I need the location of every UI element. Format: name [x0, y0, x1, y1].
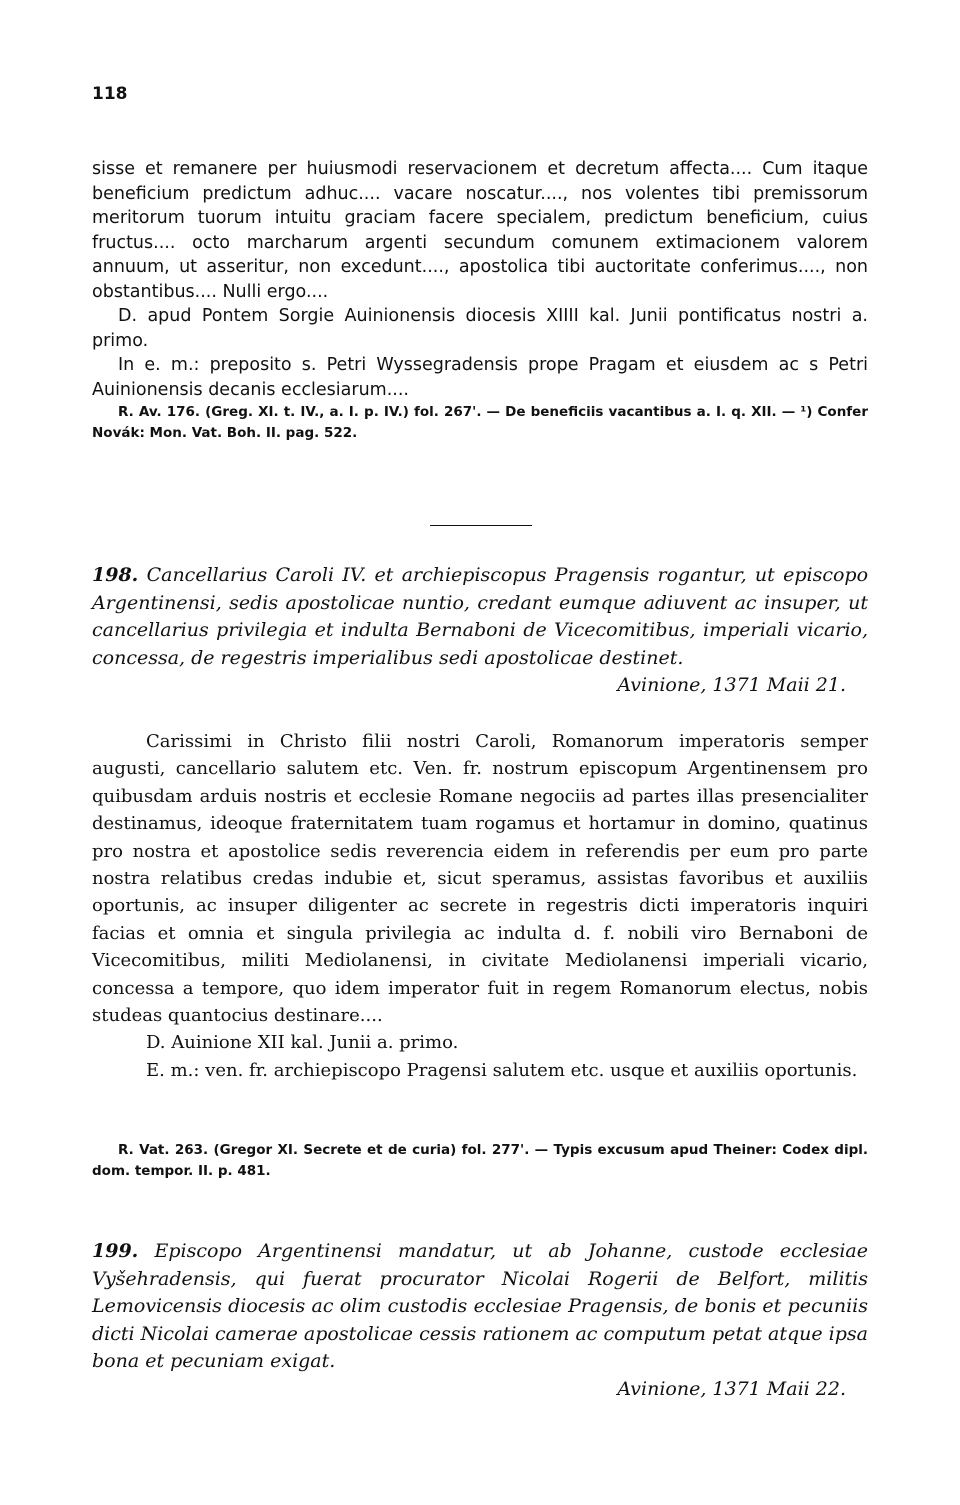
document-199-regest	[92, 1238, 868, 1403]
document-198-note: R. Vat. 263. (Gregor XI. Secrete et de curia) fol. 277'. — Typis excusum apud Theiner: Codex dipl. dom. tempor. II. p. 481.	[92, 1142, 868, 1179]
document-199-place-date: Avinione, 1371 Maii 22.	[617, 1377, 846, 1400]
document-198-regest	[92, 562, 868, 700]
document-199-heading: Episcopo Argentinensi mandatur, ut ab Johanne, custode ecclesiae Vyšehradensis, qui fuerat procurator Nicolai Rogerii de Belfort, militis Lemovicensis diocesis ac olim custodis ecclesiae Pragensis, de bonis et pecuniis dicti Nicolai camerae apostolicae cessis rationem ac computum petat atque ipsa bona et pecuniam exigat.	[92, 1240, 868, 1372]
previous-document-continuation	[92, 157, 868, 444]
document-198-heading: Cancellarius Caroli IV. et archiepiscopus Pragensis rogantur, ut episcopo Argentinensi, sedis apostolicae nuntio, credant eumque adiuvent ac insuper, ut cancellarius privilegia et indulta Bernaboni de Vicecomitibus, imperiali vicario, concessa, de regestris imperialibus sedi apostolicae destinet.	[92, 564, 869, 669]
document-198-text	[92, 728, 868, 1084]
document-198-notes	[92, 1140, 868, 1182]
document-198-body: Carissimi in Christo filii nostri Caroli, Romanorum imperatoris semper augusti, cancellario salutem etc. Ven. fr. nostrum episcopum Argentinensem pro quibusdam arduis nostris et ecclesie Romane negociis ad partes illas presencialiter destinamus, ideoque fraternitatem tuam rogamus et hortamur in domino, quatinus pro nostra et apostolice sedis reverencia eidem in referendis per eum pro parte nostra relatibus credas indubie et, sicut speramus, assistas favoribus et auxiliis oportunis, ac insuper diligenter ac secrete in regestris dicti imperatoris inquiri facias et omnia et singula privilegia ac indulta d. f. nobili viro Bernaboni de Vicecomitibus, militi Mediolanensi, in civitate Mediolanensi imperiali vicario, concessa a tempore, quo idem imperator fuit in regem Romanorum electus, nobis studeas quantocius destinare....	[92, 731, 868, 1027]
previous-document-dating: D. apud Pontem Sorgie Auinionensis diocesis XIIII kal. Junii pontificatus nostri a. primo.	[92, 306, 868, 351]
document-198-address: E. m.: ven. fr. archiepiscopo Pragensi salutem etc. usque et auxiliis oportunis.	[146, 1059, 858, 1081]
section-divider	[430, 525, 532, 526]
previous-document-note: R. Av. 176. (Greg. XI. t. IV., a. I. p. IV.) fol. 267'. — De beneficiis vacantibus a. I. q. XII. — ¹) Confer Novák: Mon. Vat. Boh. II. pag. 522.	[92, 404, 868, 441]
document-198-number: 198.	[92, 564, 139, 586]
document-198-place-date: Avinione, 1371 Maii 21.	[617, 674, 846, 696]
document-198-dating: D. Auinione XII kal. Junii a. primo.	[146, 1032, 459, 1054]
previous-document-body: sisse et remanere per huiusmodi reservacionem et decretum affecta.... Cum itaque beneficium predictum adhuc.... vacare noscatur...., nos volentes tibi premissorum meritorum tuorum intuitu graciam facere specialem, predictum beneficium, cuius fructus.... octo marcharum argenti secundum comunem extimacionem valorem annuum, ut asseritur, non excedunt...., apostolica tibi auctoritate conferimus...., non obstantibus.... Nulli ergo....	[92, 159, 868, 302]
page-number: 118	[92, 84, 128, 104]
previous-document-address: In e. m.: preposito s. Petri Wyssegradensis prope Pragam et eiusdem ac s Petri Auinionensis decanis ecclesiarum....	[92, 355, 868, 400]
document-199-number: 199.	[92, 1240, 139, 1262]
